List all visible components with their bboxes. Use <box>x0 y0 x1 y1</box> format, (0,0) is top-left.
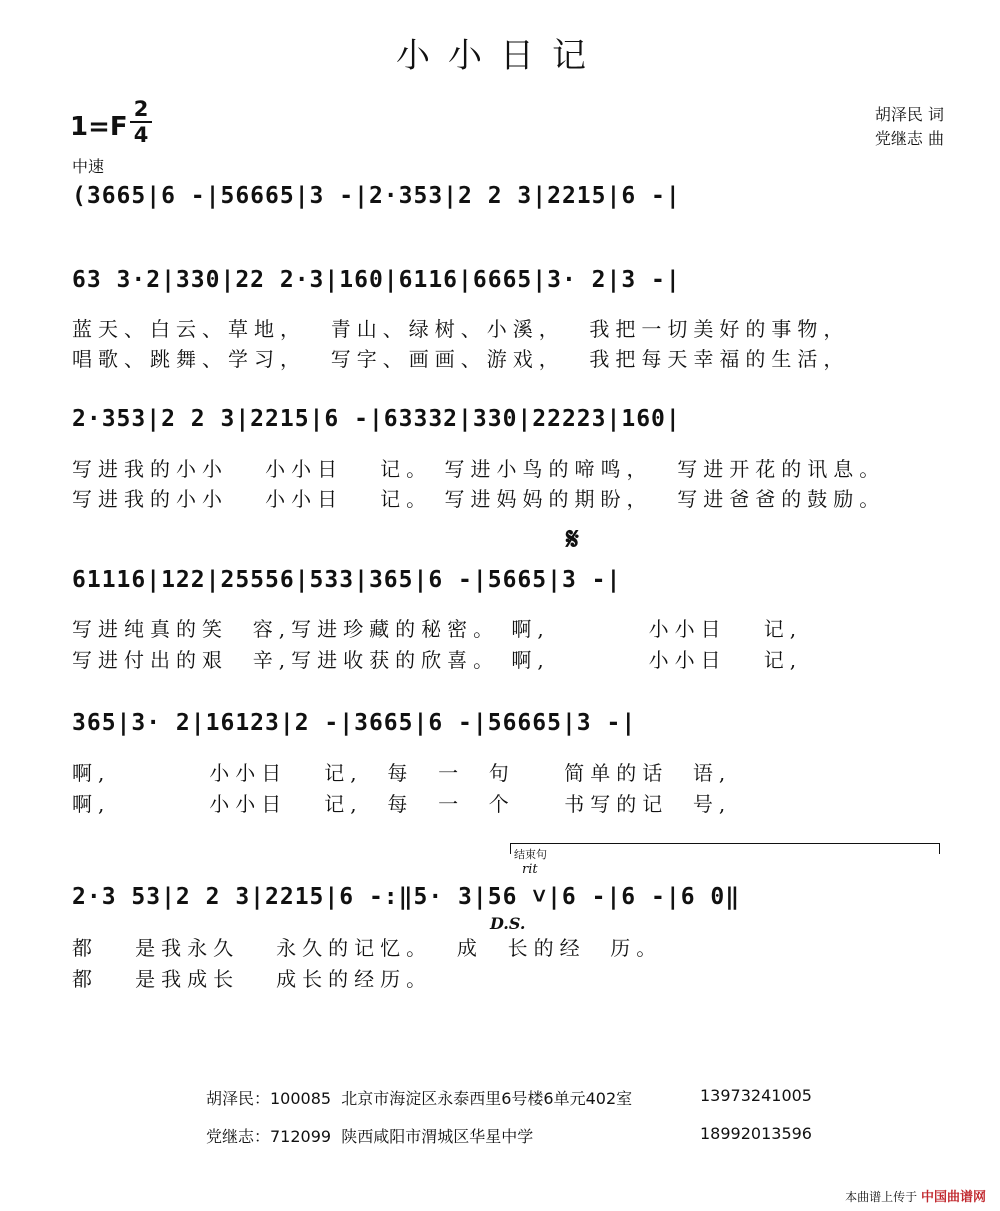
staff-4-lyrics-verse-1: 写进纯真的笑 容,写进珍藏的秘密。 啊, 小小日 记, <box>72 617 803 641</box>
staff-2-lyrics-verse-2: 唱歌、跳舞、学习， 写字、画画、游戏， 我把每天幸福的生活， <box>72 347 850 371</box>
ending-bracket <box>510 843 940 854</box>
song-title: 小小日记 <box>396 36 604 76</box>
dal-segno-mark: D.S. <box>490 914 526 933</box>
composer: 党继志 曲 <box>874 129 944 148</box>
lyricist: 胡泽民 词 <box>874 105 944 124</box>
staff-4-notes: 61116|122|25556|533|365|6 -|5665|3 -| <box>72 567 622 593</box>
key-signature: 1=F <box>70 112 128 142</box>
time-signature-bottom: 4 <box>133 123 149 147</box>
staff-6-lyrics-verse-1: 都 是我永久 永久的记忆。 成 长的经 历。 <box>72 936 663 960</box>
footer-lyricist-address: 胡泽民：100085 北京市海淀区永泰西里6号楼6单元402室 <box>206 1089 633 1108</box>
footer-lyricist-phone: 13973241005 <box>700 1086 812 1105</box>
staff-2-lyrics-verse-1: 蓝天、白云、草地， 青山、绿树、小溪， 我把一切美好的事物， <box>72 317 850 341</box>
tempo-marking: 中速 <box>72 157 105 176</box>
segno-sign: 𝄋 <box>566 522 579 557</box>
site-logo: 中国曲谱网 <box>920 1190 986 1205</box>
time-signature-top: 2 <box>133 97 149 121</box>
staff-4-lyrics-verse-2: 写进付出的艰 辛,写进收获的欣喜。 啊, 小小日 记, <box>72 648 803 672</box>
ending-label: 结束句 <box>514 848 547 861</box>
staff-5-lyrics-verse-2: 啊, 小小日 记, 每 一 个 书写的记 号, <box>72 792 732 816</box>
staff-5-notes: 365|3· 2|16123|2 -|3665|6 -|56665|3 -| <box>72 710 637 736</box>
staff-2-notes: 63 3·2|330|22 2·3|160|6116|6665|3· 2|3 -| <box>72 267 681 293</box>
footer-composer-address: 党继志：712099 陕西咸阳市渭城区华星中学 <box>206 1127 534 1146</box>
upload-note-area <box>845 1186 986 1205</box>
staff-1-notes: (3665|6 -|56665|3 -|2·353|2 2 3|2215|6 -| <box>72 183 681 209</box>
staff-6-lyrics-verse-2: 都 是我成长 成长的经历。 <box>72 967 433 991</box>
upload-note: 本曲谱上传于 <box>845 1190 918 1204</box>
staff-3-lyrics-verse-2: 写进我的小小 小小日 记。 写进妈妈的期盼， 写进爸爸的鼓励。 <box>72 487 886 511</box>
staff-3-lyrics-verse-1: 写进我的小小 小小日 记。 写进小鸟的啼鸣， 写进开花的讯息。 <box>72 457 886 481</box>
staff-6-notes: 2·3 53|2 2 3|2215|6 -:‖5· 3|56 ˅|6 -|6 -|6 0‖ <box>72 884 741 910</box>
time-signature <box>130 98 152 146</box>
footer-composer-phone: 18992013596 <box>700 1124 812 1143</box>
staff-5-lyrics-verse-1: 啊, 小小日 记, 每 一 句 简单的话 语, <box>72 761 732 785</box>
staff-3-notes: 2·353|2 2 3|2215|6 -|63332|330|22223|160| <box>72 406 681 432</box>
ritardando-mark: rit <box>522 862 538 877</box>
